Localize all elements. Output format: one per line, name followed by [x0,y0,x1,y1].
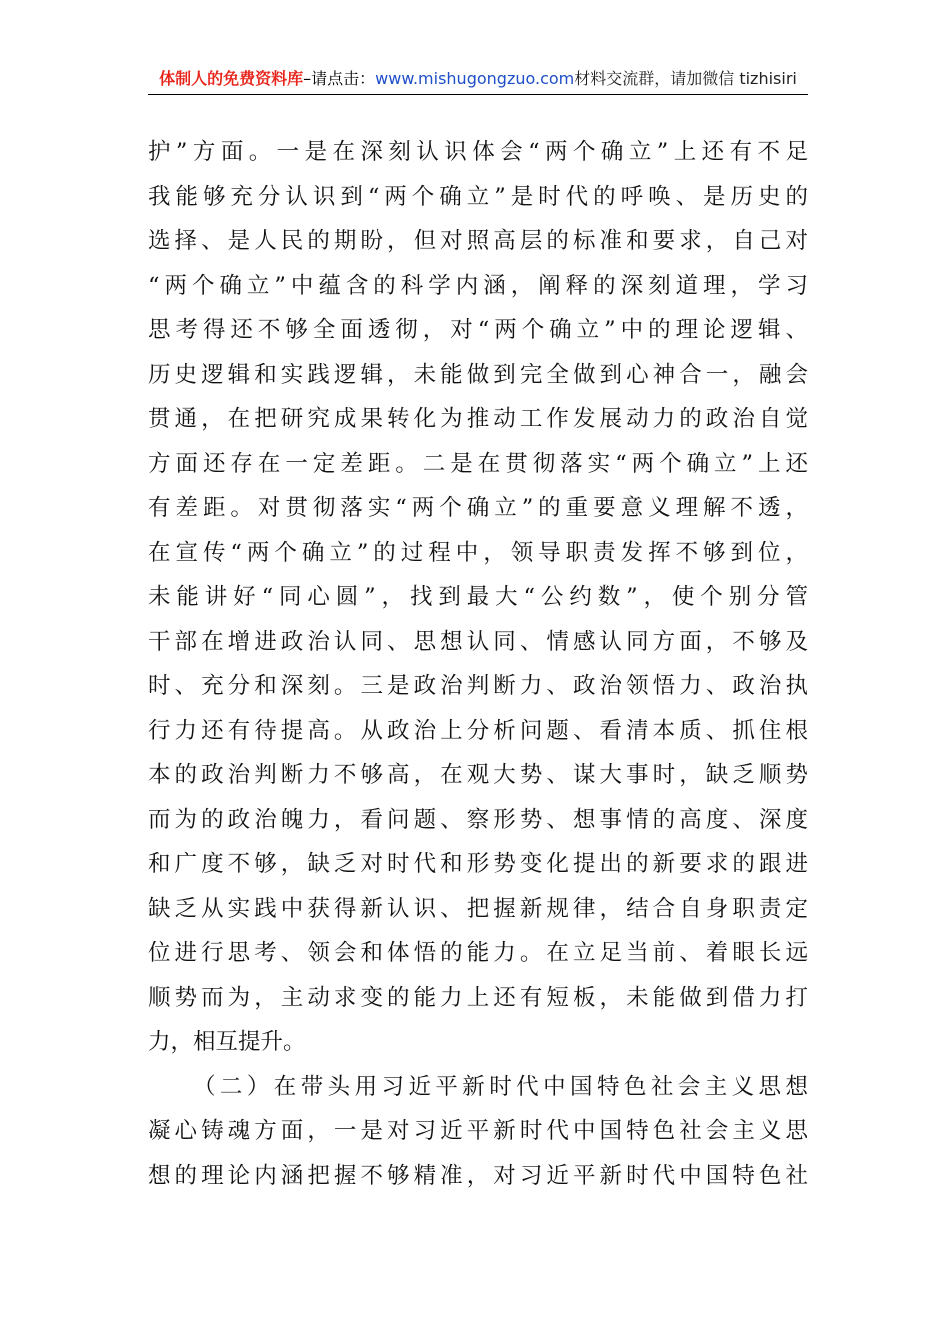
text-line: 本的政治判断力不够高，在观大势、谋大事时，缺乏顺势 [148,762,808,788]
text-line: 想的理论内涵把握不够精准，对习近平新时代中国特色社 [148,1162,808,1189]
document-body [148,130,808,1198]
text-line: 未能讲好“同心圆”，找到最大“公约数”，使个别分管 [148,584,808,610]
text-line: 位进行思考、领会和体悟的能力。在立足当前、着眼长远 [148,940,808,966]
page-header [148,66,808,95]
text-line: 有差距。对贯彻落实“两个确立”的重要意义理解不透， [148,495,808,521]
text-line: “两个确立”中蕴含的科学内涵，阐释的深刻道理，学习 [148,272,808,299]
text-line: 干部在增进政治认同、思想认同、情感认同方面，不够及 [148,628,808,655]
text-line: 时、充分和深刻。三是政治判断力、政治领悟力、政治执 [148,673,808,699]
text-line: 贯通，在把研究成果转化为推动工作发展动力的政治自觉 [148,406,808,432]
paragraph-1 [148,130,808,1065]
text-line: 力，相互提升。 [148,1029,306,1055]
text-line: 顺势而为，主动求变的能力上还有短板，未能做到借力打 [148,984,808,1011]
text-line: 而为的政治魄力，看问题、察形势、想事情的高度、深度 [148,806,808,833]
text-line: 和广度不够，缺乏对时代和形势变化提出的新要求的跟进 [148,851,808,877]
header-prompt: –请点击： [303,69,376,88]
header-link[interactable]: www.mishugongzuo.com [375,69,575,88]
header-contact: 材料交流群，请加微信 tizhisiri [574,69,797,88]
text-line: 护”方面。一是在深刻认识体会“两个确立”上还有不足 [148,139,808,165]
text-line: 方面还存在一定差距。二是在贯彻落实“两个确立”上还 [148,450,808,477]
text-line: 行力还有待提高。从政治上分析问题、看清本质、抓住根 [148,717,808,744]
text-line: 思考得还不够全面透彻，对“两个确立”中的理论逻辑、 [148,317,808,343]
paragraph-2 [148,1065,808,1199]
text-line: 凝心铸魂方面，一是对习近平新时代中国特色社会主义思 [148,1118,808,1144]
text-line: 选择、是人民的期盼，但对照高层的标准和要求，自己对 [148,228,808,254]
text-line: 缺乏从实践中获得新认识、把握新规律，结合自身职责定 [148,895,808,922]
text-line: 历史逻辑和实践逻辑，未能做到完全做到心神合一，融会 [148,361,808,388]
text-line: 在宣传“两个确立”的过程中，领导职责发挥不够到位， [148,539,808,566]
text-line: 我能够充分认识到“两个确立”是时代的呼唤、是历史的 [148,183,808,210]
header-brand: 体制人的免费资料库 [159,69,304,88]
text-line: （二）在带头用习近平新时代中国特色社会主义思想 [193,1073,808,1100]
